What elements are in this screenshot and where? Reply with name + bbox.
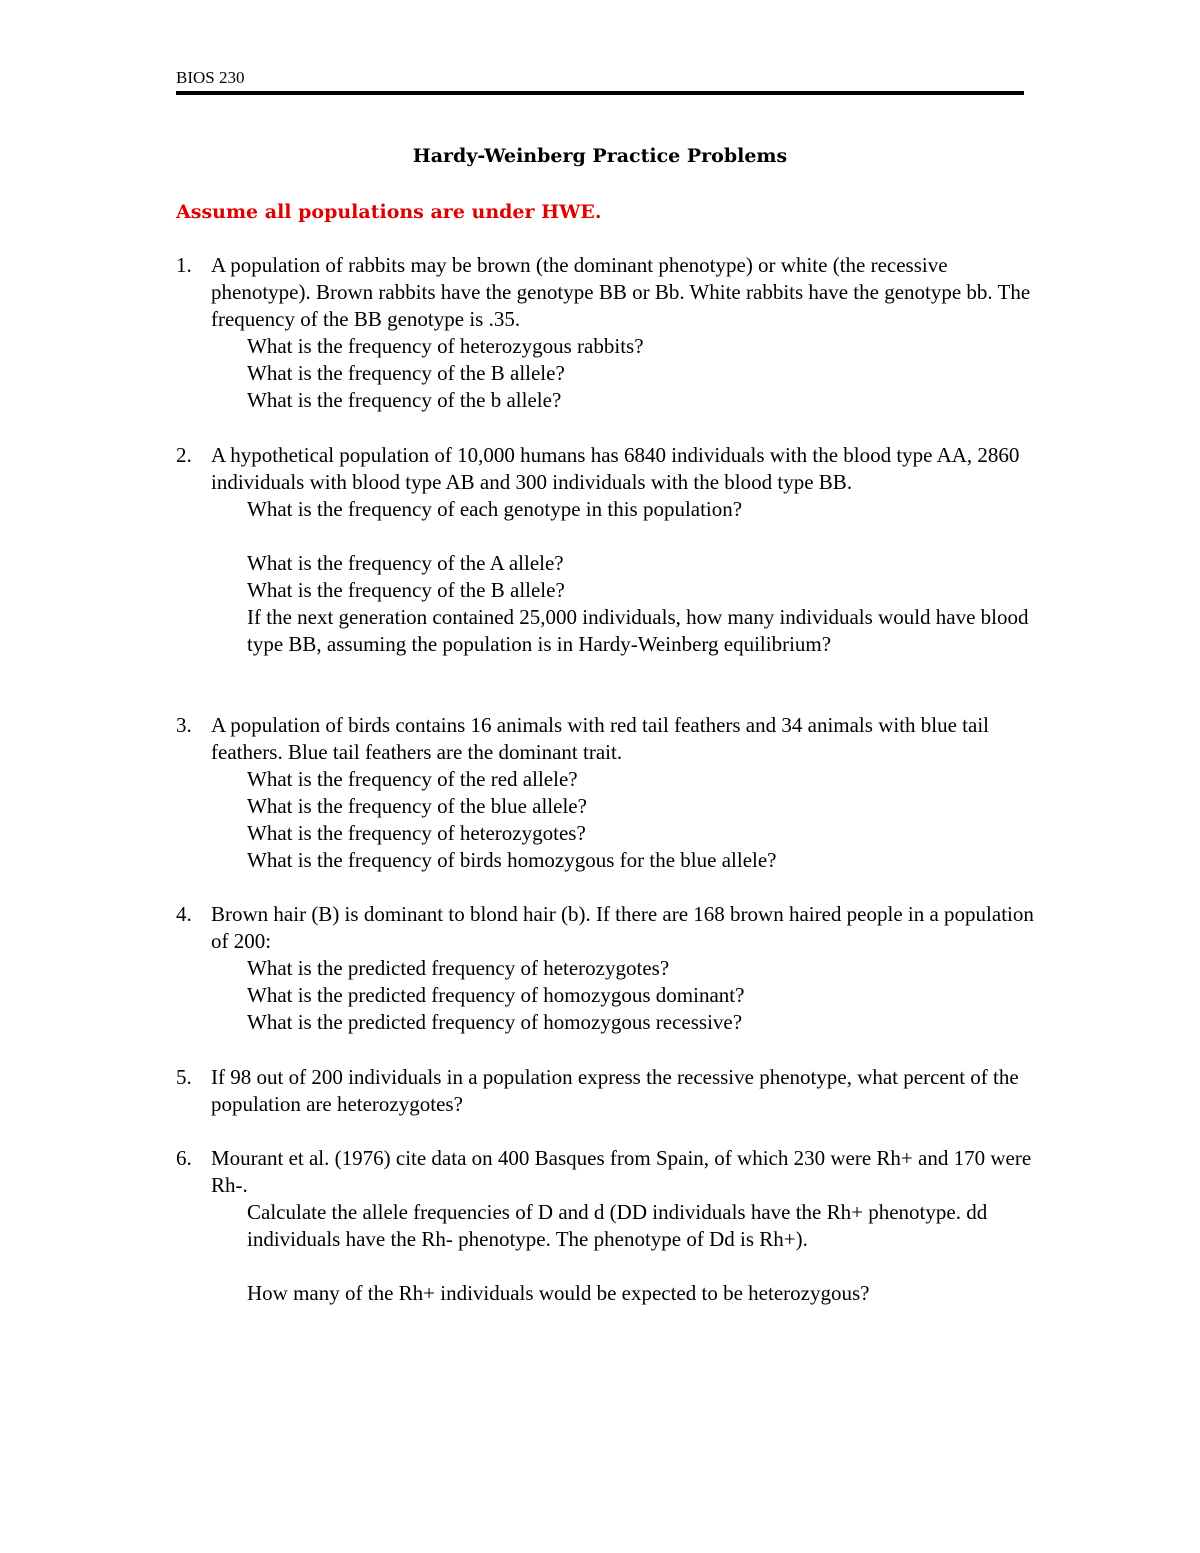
question: What is the frequency of each genotype in this population?: [247, 497, 743, 521]
problem-number: 5.: [176, 1065, 192, 1089]
question: What is the frequency of the B allele?: [247, 361, 565, 385]
problem-2: [176, 442, 1036, 658]
question: Calculate the allele frequencies of D and d (DD individuals have the Rh+ phenotype. dd individuals have the Rh- phenotype. The phenotype of Dd is Rh+).: [247, 1200, 988, 1251]
answer-space: [176, 523, 1036, 550]
problem-number: 3.: [176, 713, 192, 737]
problem-1: [176, 252, 1036, 414]
question: What is the predicted frequency of heterozygotes?: [247, 956, 670, 980]
problem-stem: A population of rabbits may be brown (the dominant phenotype) or white (the recessive phenotype). Brown rabbits have the genotype BB or Bb. White rabbits have the genotype bb. The frequency of the BB genotype is .35.: [211, 253, 1031, 331]
question: How many of the Rh+ individuals would be expected to be heterozygous?: [247, 1281, 870, 1305]
question: What is the frequency of the blue allele?: [247, 794, 587, 818]
question: If the next generation contained 25,000 individuals, how many individuals would have blood type BB, assuming the population is in Hardy-Weinberg equilibrium?: [247, 605, 1029, 656]
problem-6: [176, 1145, 1036, 1307]
page-title: Hardy-Weinberg Practice Problems: [412, 145, 788, 167]
question: What is the predicted frequency of homozygous dominant?: [247, 983, 745, 1007]
course-label: BIOS 230: [176, 68, 245, 87]
problem-stem: A hypothetical population of 10,000 humans has 6840 individuals with the blood type AA, 2860 individuals with blood type AB and 300 individuals with the blood type BB.: [211, 443, 1020, 494]
problem-5: [176, 1064, 1036, 1118]
question: What is the frequency of the B allele?: [247, 578, 565, 602]
question: What is the predicted frequency of homozygous recessive?: [247, 1010, 743, 1034]
question: What is the frequency of the red allele?: [247, 767, 578, 791]
question: What is the frequency of heterozygous rabbits?: [247, 334, 644, 358]
problem-number: 1.: [176, 253, 192, 277]
problem-4: [176, 901, 1036, 1036]
problem-stem: Brown hair (B) is dominant to blond hair (b). If there are 168 brown haired people in a population of 200:: [211, 902, 1034, 953]
problem-number: 6.: [176, 1146, 192, 1170]
assumption-note: Assume all populations are under HWE.: [176, 201, 602, 223]
problem-number: 2.: [176, 443, 192, 467]
question: What is the frequency of the b allele?: [247, 388, 562, 412]
question: What is the frequency of heterozygotes?: [247, 821, 586, 845]
answer-space: [176, 1253, 1036, 1280]
problem-stem: If 98 out of 200 individuals in a population express the recessive phenotype, what percent of the population are heterozygotes?: [211, 1065, 1019, 1116]
problem-stem: A population of birds contains 16 animals with red tail feathers and 34 animals with blue tail feathers. Blue tail feathers are the dominant trait.: [211, 713, 990, 764]
question: What is the frequency of birds homozygous for the blue allele?: [247, 848, 777, 872]
problem-stem: Mourant et al. (1976) cite data on 400 Basques from Spain, of which 230 were Rh+ and 170 were Rh-.: [211, 1146, 1032, 1197]
question: What is the frequency of the A allele?: [247, 551, 564, 575]
problem-3: [176, 712, 1036, 874]
problem-number: 4.: [176, 902, 192, 926]
